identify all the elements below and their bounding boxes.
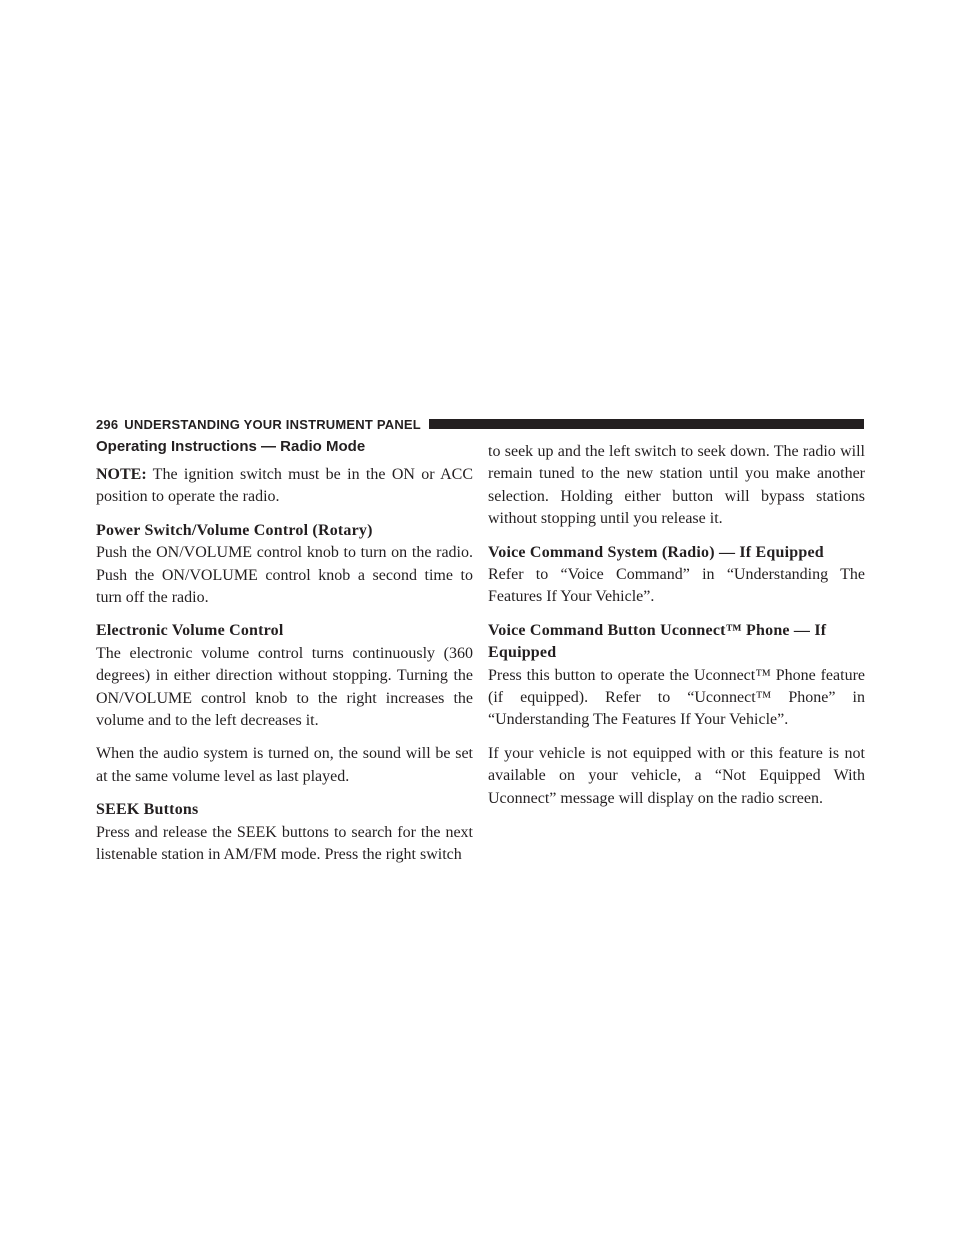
evc-text-1: The electronic volume control turns continuously (360 degrees) in either direction without stopping. Turning the ON/VOLUME control knob to the right increases the volume and to the left decreases it.	[96, 644, 473, 730]
section-title: Operating Instructions — Radio Mode	[96, 438, 366, 455]
page-header	[96, 416, 864, 432]
seek-text-continued: to seek up and the left switch to seek down. The radio will remain tuned to the new station until you make another selection. Holding either button will bypass stations without stopping until you release it.	[488, 443, 865, 528]
note-label: NOTE:	[96, 466, 147, 483]
seek-heading: SEEK Buttons	[96, 801, 199, 819]
header-title: UNDERSTANDING YOUR INSTRUMENT PANEL	[124, 416, 421, 432]
left-column	[96, 437, 473, 867]
evc-heading: Electronic Volume Control	[96, 622, 284, 640]
vcb-heading: Voice Command Button Uconnect™ Phone — If Equipped	[488, 621, 827, 662]
power-text: Push the ON/VOLUME control knob to turn on the radio. Push the ON/VOLUME control knob a second time to turn off the radio.	[96, 544, 473, 607]
note-text: The ignition switch must be in the ON or ACC position to operate the radio.	[96, 466, 473, 506]
right-column	[488, 441, 865, 810]
vcb-text-1: Press this button to operate the Uconnect™ Phone feature (if equipped). Refer to “Uconnect™ Phone” in “Understanding The Features If Your Vehicle”.	[488, 666, 865, 729]
evc-text-2: When the audio system is turned on, the sound will be set at the same volume level as last played.	[96, 745, 473, 785]
power-heading: Power Switch/Volume Control (Rotary)	[96, 521, 373, 539]
vcs-heading: Voice Command System (Radio) — If Equipped	[488, 543, 824, 561]
vcb-text-2: If your vehicle is not equipped with or this feature is not available on your vehicle, a “Not Equipped With Uconnect” message will display on the radio screen.	[488, 744, 865, 807]
header-rule	[429, 419, 864, 429]
seek-text: Press and release the SEEK buttons to search for the next listenable station in AM/FM mode. Press the right switch	[96, 823, 473, 864]
vcs-text: Refer to “Voice Command” in “Understanding The Features If Your Vehicle”.	[488, 566, 865, 606]
note-paragraph	[96, 464, 473, 509]
page-number: 296	[96, 416, 119, 432]
